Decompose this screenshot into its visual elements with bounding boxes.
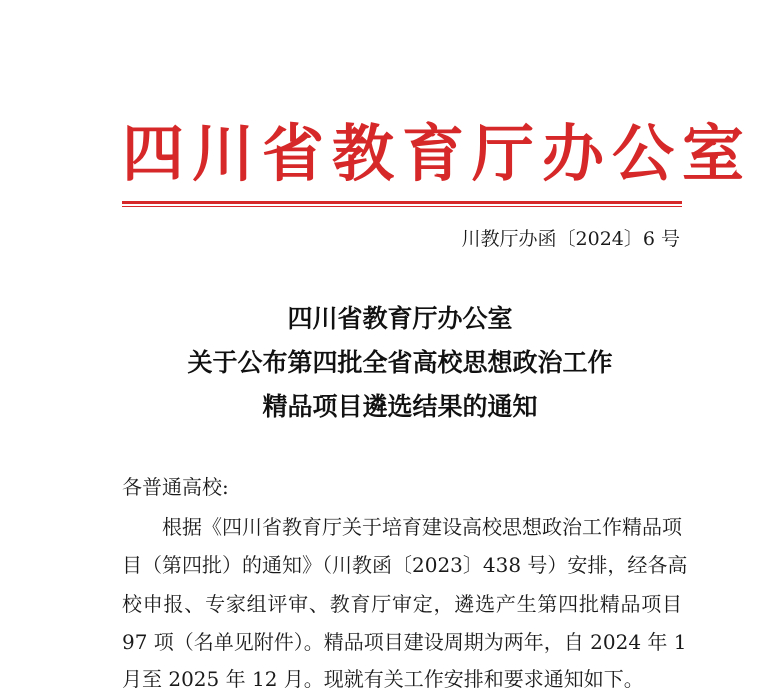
body-line: 校申报、专家组评审、教育厅审定，遴选产生第四批精品项目 — [122, 592, 682, 616]
letterhead-rule — [122, 201, 682, 204]
body-line: 目（第四批）的通知》（川教函〔2023〕438 号）安排，经各高 — [122, 553, 688, 577]
document-title-line-3: 精品项目遴选结果的通知 — [262, 392, 538, 421]
letterhead-rule-thin — [122, 206, 682, 207]
body-line: 月至 2025 年 12 月。现就有关工作安排和要求通知如下。 — [122, 667, 644, 688]
body-line: 根据《四川省教育厅关于培育建设高校思想政治工作精品项 — [162, 515, 682, 539]
document-number: 川教厅办函〔2024〕6 号 — [461, 228, 680, 250]
body-line: 97 项（名单见附件）。精品项目建设周期为两年，自 2024 年 1 — [122, 630, 687, 654]
document-title-line-2: 关于公布第四批全省高校思想政治工作 — [187, 348, 613, 377]
letterhead-issuer: 四川省教育厅办公室 — [122, 117, 753, 190]
document-title-line-1: 四川省教育厅办公室 — [287, 304, 513, 333]
salutation: 各普通高校: — [122, 475, 229, 499]
